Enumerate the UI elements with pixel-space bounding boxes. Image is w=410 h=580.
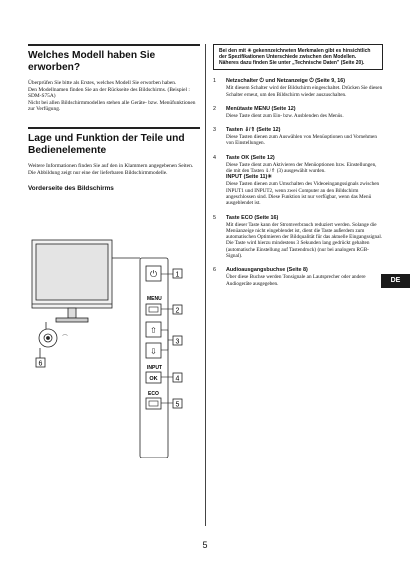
item-text: Mit diesem Schalter wird der Bildschirm eingeschaltet. Drücken Sie diesen Schalter erneut, um den Bildschirm wieder auszuschalten. — [226, 85, 383, 98]
monitor-drawing — [32, 240, 112, 322]
item-number: 6 — [213, 267, 216, 274]
item-text: Diese Taste dient zum Ein- bzw. Ausblenden des Menüs. — [226, 112, 344, 119]
spec-note-box: Bei den mit ✳ gekennzeichneten Merkmalen gibt es hinsichtlich der Spezifikationen Unterschiede zwischen den Modellen. Näheres dazu finden Sie unter „Technische Daten" (Seite 20). — [213, 44, 383, 70]
heading-rule — [28, 44, 200, 46]
item-text: Über diese Buchse werden Tonsignale an Lautsprecher oder andere Audiogeräte ausgegeben. — [226, 274, 366, 287]
item-subtext: Diese Tasten dienen zum Umschalten des Videoeingangssignals zwischen INPUT1 und INPUT2, wenn zwei Computer an den Bildschirm angeschlossen sind. Diese Funktion ist nur verfügbar, wenn das Menü ausgeblendet ist. — [226, 181, 380, 207]
svg-text:5: 5 — [175, 401, 180, 409]
svg-text:ECO: ECO — [148, 391, 159, 397]
svg-text:1: 1 — [175, 271, 180, 279]
item-number: 3 — [213, 127, 216, 134]
item-title: Menütaste MENU (Seite 12) — [226, 105, 296, 112]
item-title: Taste ECO (Seite 16) — [226, 214, 279, 221]
svg-text:MENU: MENU — [147, 296, 162, 302]
heading-rule — [28, 127, 200, 129]
item-ok-input — [213, 155, 383, 207]
item-arrows — [213, 127, 383, 147]
column-divider — [205, 44, 206, 526]
heading-model: Welches Modell haben Sie erworben? — [28, 50, 156, 73]
svg-text:3: 3 — [175, 338, 180, 346]
item-power — [213, 78, 383, 98]
para-model-1: Überprüfen Sie bitte als Erstes, welches Modell Sie erworben haben. — [28, 80, 177, 86]
para-parts-2: Die Abbildung zeigt nur eine der lieferbaren Bildschirmmodelle. — [28, 169, 168, 176]
item-menu — [213, 106, 383, 119]
left-column — [28, 44, 200, 192]
power-icon: ⏻ — [149, 269, 158, 279]
item-title: Netzschalter ⏻ und Netzanzeige ⏻ (Seite 9, 16) — [226, 78, 346, 85]
item-audio — [213, 267, 383, 287]
svg-text:⌒: ⌒ — [62, 336, 69, 342]
audio-jack-detail — [39, 322, 68, 358]
page-number: 5 — [202, 540, 208, 550]
item-eco — [213, 215, 383, 260]
para-model-2: Den Modellnamen finden Sie an der Rückseite des Bildschirms. (Beispiel : SDM-S75A) — [28, 86, 190, 100]
item-text: Diese Tasten dienen zum Auswählen von Menüoptionen und Vornehmen von Einstellungen. — [226, 134, 377, 147]
svg-text:4: 4 — [175, 375, 180, 383]
item-number: 1 — [213, 78, 216, 85]
item-text: Mit dieser Taste kann der Stromverbrauch reduziert werden. Solange die Menüanzeige nicht eingeblendet ist, dient die Taste außerdem zum automatischen Optimieren der Bildqualität für das aktuelle Eingangssignal. Die Taste wird hierzu mindestens 3 Sekunden lang gedrückt gehalten (automatische Einstellung auf Tastendruck) (nur bei analogem RGB-Signal). — [226, 221, 383, 260]
para-parts-1: Weitere Informationen finden Sie auf den in Klammern angegebenen Seiten. — [28, 162, 194, 169]
item-text: Diese Taste dient zum Aktivieren der Menüoptionen bzw. Einstellungen, die mit den Tasten ⇓/⇑ (3) ausgewählt wurden. — [226, 161, 377, 175]
svg-text:OK: OK — [149, 376, 158, 382]
language-tab: DE — [381, 274, 410, 288]
para-model-3: Nicht bei allen Bildschirmmodellen stehen alle Geräte- bzw. Menüfunktionen zur Verfügung. — [28, 99, 196, 113]
svg-text:INPUT: INPUT — [147, 365, 162, 371]
item-number: 5 — [213, 214, 216, 221]
item-number: 4 — [213, 154, 216, 161]
item-title: Taste OK (Seite 12) — [226, 154, 275, 161]
svg-text:6: 6 — [38, 360, 43, 368]
item-title: Tasten ⇓/⇑ (Seite 12) — [226, 127, 281, 134]
right-column — [213, 44, 383, 287]
up-arrow-icon: ⇧ — [150, 326, 157, 335]
heading-parts: Lage und Funktion der Teile und Bedienelemente — [28, 132, 185, 156]
svg-text:2: 2 — [175, 307, 180, 315]
subheading-front: Vorderseite des Bildschirms — [28, 185, 114, 193]
item-title: Audioausgangsbuchse (Seite 8) — [226, 267, 308, 274]
item-subtitle: INPUT (Seite 11)✳ — [226, 174, 272, 181]
item-number: 2 — [213, 105, 216, 112]
monitor-front-figure — [28, 238, 200, 458]
callout-6 — [36, 358, 45, 368]
down-arrow-icon: ⇩ — [150, 347, 157, 356]
